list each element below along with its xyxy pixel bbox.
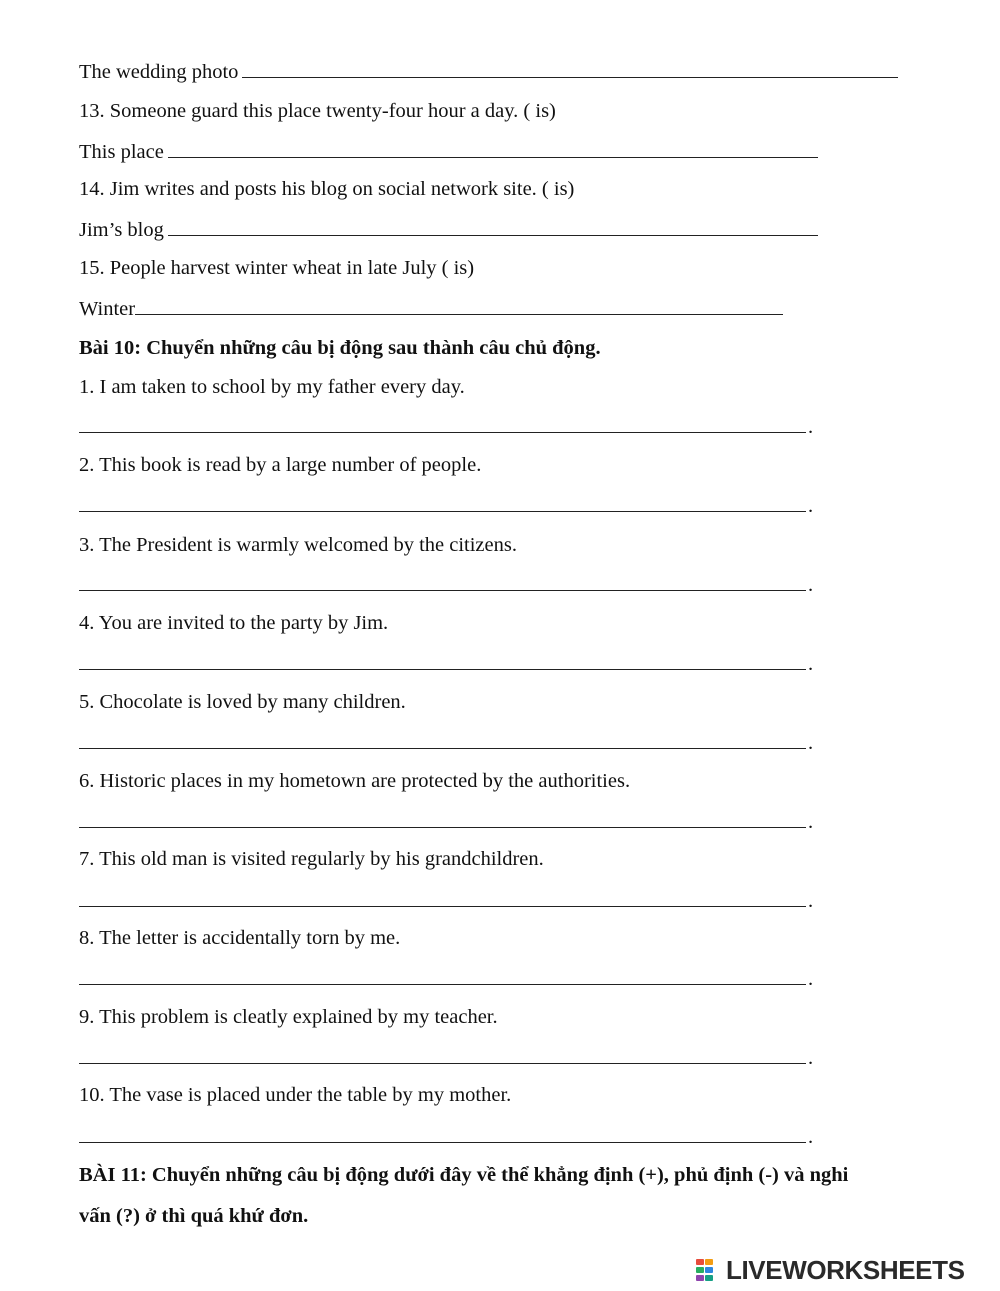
answer-blank[interactable] — [135, 296, 783, 315]
ex10-question-9: 9. This problem is cleatly explained by my teacher. — [79, 1006, 498, 1028]
ex9-answer-14 — [79, 217, 818, 242]
ex10-answer-5[interactable]: . — [79, 731, 809, 755]
ex10-answer-6[interactable]: . — [79, 810, 809, 834]
ex10-question-2: 2. This book is read by a large number of people. — [79, 454, 482, 476]
ex9-answer-15 — [79, 296, 783, 321]
ex10-question-6: 6. Historic places in my hometown are protected by the authorities. — [79, 770, 631, 792]
logo-blocks-icon — [696, 1259, 724, 1283]
ex11-heading-line2: vấn (?) ở thì quá khứ đơn. — [79, 1205, 309, 1227]
liveworksheets-logo — [696, 1254, 996, 1286]
ex10-heading: Bài 10: Chuyển những câu bị động sau thành câu chủ động. — [79, 337, 601, 359]
ex9-question-14: 14. Jim writes and posts his blog on social network site. ( is) — [79, 178, 575, 200]
ex10-answer-4[interactable]: . — [79, 652, 809, 676]
ex10-question-7: 7. This old man is visited regularly by his grandchildren. — [79, 848, 544, 870]
ex10-answer-7[interactable]: . — [79, 889, 809, 913]
ex10-question-3: 3. The President is warmly welcomed by the citizens. — [79, 534, 517, 556]
ex10-answer-8[interactable]: . — [79, 967, 809, 991]
ex10-question-4: 4. You are invited to the party by Jim. — [79, 612, 389, 634]
ex10-answer-9[interactable]: . — [79, 1046, 809, 1070]
ex9-answer-12 — [79, 59, 898, 84]
ex10-question-10: 10. The vase is placed under the table by my mother. — [79, 1084, 512, 1106]
ex9-answer-13 — [79, 139, 818, 164]
ex10-answer-3[interactable]: . — [79, 573, 809, 597]
answer-prefix: This place — [79, 141, 164, 163]
ex10-answer-2[interactable]: . — [79, 494, 809, 518]
ex10-answer-10[interactable]: . — [79, 1125, 809, 1149]
ex10-question-1: 1. I am taken to school by my father every day. — [79, 376, 465, 398]
answer-prefix: The wedding photo — [79, 61, 239, 83]
answer-blank[interactable] — [242, 59, 898, 78]
logo-wordmark: LIVEWORKSHEETS — [726, 1255, 965, 1285]
answer-blank[interactable] — [168, 217, 818, 236]
ex10-question-5: 5. Chocolate is loved by many children. — [79, 691, 406, 713]
ex10-question-8: 8. The letter is accidentally torn by me. — [79, 927, 401, 949]
ex11-heading-line1: BÀI 11: Chuyển những câu bị động dưới đây về thể khẳng định (+), phủ định (-) và nghi — [79, 1164, 849, 1186]
ex10-answer-1[interactable]: . — [79, 415, 809, 439]
answer-prefix: Jim’s blog — [79, 219, 164, 241]
answer-blank[interactable] — [168, 139, 818, 158]
ex9-question-13: 13. Someone guard this place twenty-four hour a day. ( is) — [79, 100, 556, 122]
answer-prefix: Winter — [79, 298, 136, 320]
ex9-question-15: 15. People harvest winter wheat in late July ( is) — [79, 257, 475, 279]
